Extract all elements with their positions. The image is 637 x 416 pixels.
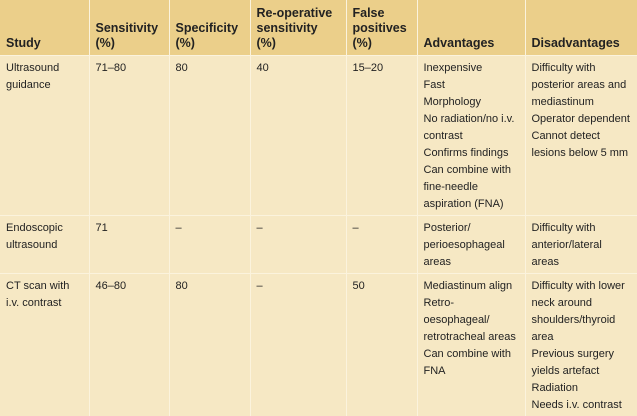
advantage-item: Can combine with fine-needle aspiration (FNA): [424, 162, 519, 213]
advantage-item: Fast: [424, 77, 519, 94]
header-false-positives: False positives (%): [346, 0, 417, 56]
cell-disadvantages: [525, 56, 637, 216]
header-study: Study: [0, 0, 89, 56]
disadvantage-item: Radiation: [532, 380, 632, 397]
advantage-item: Confirms findings: [424, 145, 519, 162]
cell-disadvantages: [525, 274, 637, 416]
disadvantage-item: Difficulty with posterior areas and mediastinum: [532, 60, 632, 111]
cell-advantages: [417, 56, 525, 216]
cell-specificity: 80: [169, 56, 250, 216]
advantage-item: Retro-oesophageal/ retrotracheal areas: [424, 295, 519, 346]
table-row: [0, 216, 637, 274]
advantage-item: Can combine with FNA: [424, 346, 519, 380]
advantage-item: Mediastinum align: [424, 278, 519, 295]
cell-sensitivity: 46–80: [89, 274, 169, 416]
cell-advantages: [417, 274, 525, 416]
cell-sensitivity: 71–80: [89, 56, 169, 216]
cell-false-positives: 50: [346, 274, 417, 416]
disadvantage-item: Difficulty with anterior/lateral areas: [532, 220, 632, 271]
cell-sensitivity: 71: [89, 216, 169, 274]
cell-specificity: 80: [169, 274, 250, 416]
header-row: [0, 0, 637, 56]
header-advantages: Advantages: [417, 0, 525, 56]
table-row: [0, 274, 637, 416]
cell-study: CT scan with i.v. contrast: [0, 274, 89, 416]
header-disadvantages: Disadvantages: [525, 0, 637, 56]
disadvantage-item: Previous surgery yields artefact: [532, 346, 632, 380]
cell-reoperative-sensitivity: –: [250, 274, 346, 416]
disadvantage-item: Operator dependent: [532, 111, 632, 128]
cell-specificity: –: [169, 216, 250, 274]
header-reoperative-sensitivity: Re-operative sensitivity (%): [250, 0, 346, 56]
disadvantage-item: Needs i.v. contrast: [532, 397, 632, 414]
advantage-item: Inexpensive: [424, 60, 519, 77]
header-specificity: Specificity (%): [169, 0, 250, 56]
disadvantage-item: Cannot detect lesions below 5 mm: [532, 128, 632, 162]
cell-study: Ultrasound guidance: [0, 56, 89, 216]
header-sensitivity: Sensitivity (%): [89, 0, 169, 56]
cell-disadvantages: [525, 216, 637, 274]
advantage-item: Morphology: [424, 94, 519, 111]
table-row: [0, 56, 637, 216]
advantage-item: No radiation/no i.v. contrast: [424, 111, 519, 145]
disadvantage-item: Difficulty with lower neck around shoulders/thyroid area: [532, 278, 632, 346]
cell-false-positives: –: [346, 216, 417, 274]
cell-advantages: [417, 216, 525, 274]
cell-reoperative-sensitivity: 40: [250, 56, 346, 216]
advantage-item: Posterior/ perioesophageal areas: [424, 220, 519, 271]
cell-reoperative-sensitivity: –: [250, 216, 346, 274]
cell-false-positives: 15–20: [346, 56, 417, 216]
cell-study: Endoscopic ultrasound: [0, 216, 89, 274]
